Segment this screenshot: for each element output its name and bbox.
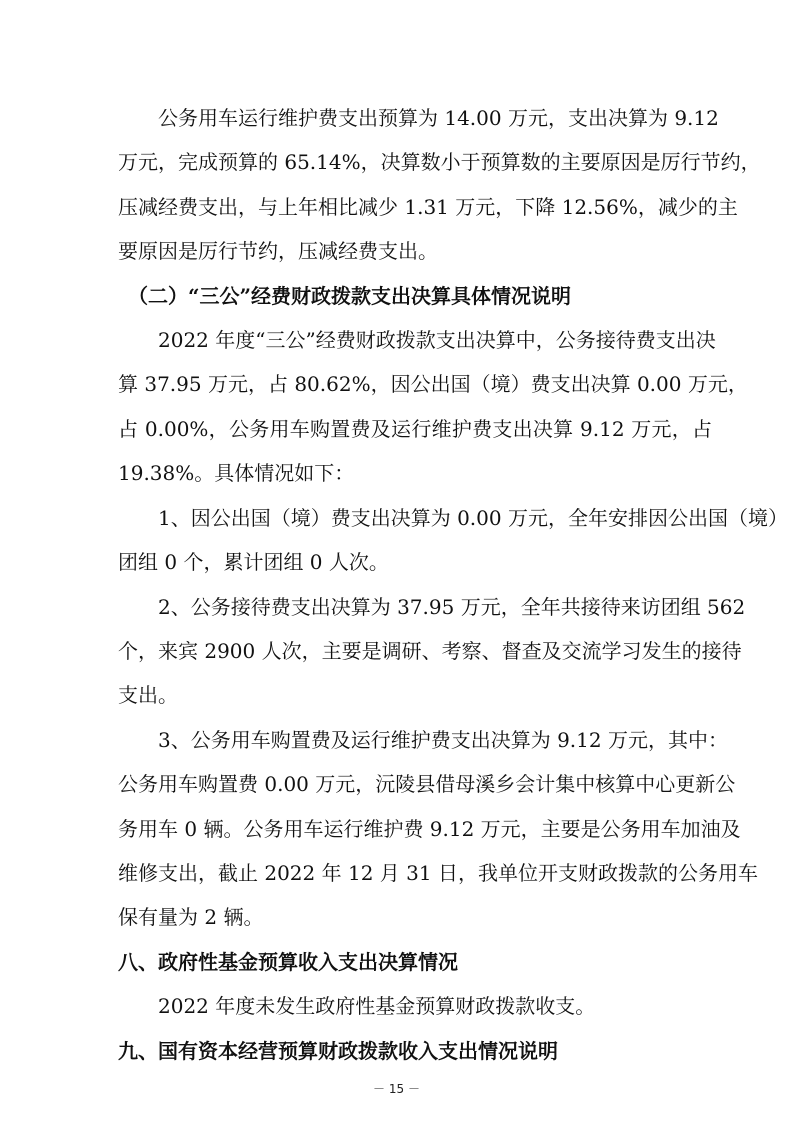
paragraph-line: 2、公务接待费支出决算为 37.95 万元，全年共接待来访团组 562 bbox=[158, 595, 746, 619]
paragraph-line: 算 37.95 万元，占 80.62%，因公出国（境）费支出决算 0.00 万元， bbox=[118, 372, 748, 396]
paragraph-line: 3、公务用车购置费及运行维护费支出决算为 9.12 万元，其中： bbox=[158, 728, 728, 752]
paragraph-line: 支出。 bbox=[118, 683, 178, 707]
paragraph-line: 公务用车购置费 0.00 万元，沅陵县借母溪乡会计集中核算中心更新公 bbox=[118, 772, 736, 796]
section-heading: 九、国有资本经营预算财政拨款收入支出情况说明 bbox=[118, 1039, 558, 1063]
section-subheading: （二）“三公”经费财政拨款支出决算具体情况说明 bbox=[128, 284, 572, 308]
paragraph-line: 占 0.00%，公务用车购置费及运行维护费支出决算 9.12 万元，占 bbox=[118, 417, 712, 441]
paragraph-line: 公务用车运行维护费支出预算为 14.00 万元，支出决算为 9.12 bbox=[158, 106, 719, 130]
paragraph-line: 压减经费支出，与上年相比减少 1.31 万元，下降 12.56%，减少的主 bbox=[118, 195, 738, 219]
paragraph-line: 维修支出，截止 2022 年 12 月 31 日，我单位开支财政拨款的公务用车 bbox=[118, 861, 758, 885]
paragraph-line: 2022 年度“三公”经费财政拨款支出决算中，公务接待费支出决 bbox=[158, 328, 716, 352]
paragraph-line: 1、因公出国（境）费支出决算为 0.00 万元，全年安排因公出国（境） bbox=[158, 506, 788, 530]
paragraph-line: 保有量为 2 辆。 bbox=[118, 905, 264, 929]
paragraph-line: 团组 0 个，累计团组 0 人次。 bbox=[118, 550, 389, 574]
paragraph-line: 务用车 0 辆。公务用车运行维护费 9.12 万元，主要是公务用车加油及 bbox=[118, 817, 741, 841]
paragraph-line: 19.38%。具体情况如下： bbox=[118, 461, 355, 485]
paragraph-line: 2022 年度未发生政府性基金预算财政拨款收支。 bbox=[158, 994, 596, 1018]
paragraph-line: 个，来宾 2900 人次，主要是调研、考察、督查及交流学习发生的接待 bbox=[118, 639, 742, 663]
paragraph-line: 万元，完成预算的 65.14%，决算数小于预算数的主要原因是厉行节约， bbox=[118, 150, 761, 174]
paragraph-line: 要原因是厉行节约，压减经费支出。 bbox=[118, 239, 438, 263]
page-number: － 15 － bbox=[373, 1082, 420, 1096]
section-heading: 八、政府性基金预算收入支出决算情况 bbox=[118, 950, 458, 974]
